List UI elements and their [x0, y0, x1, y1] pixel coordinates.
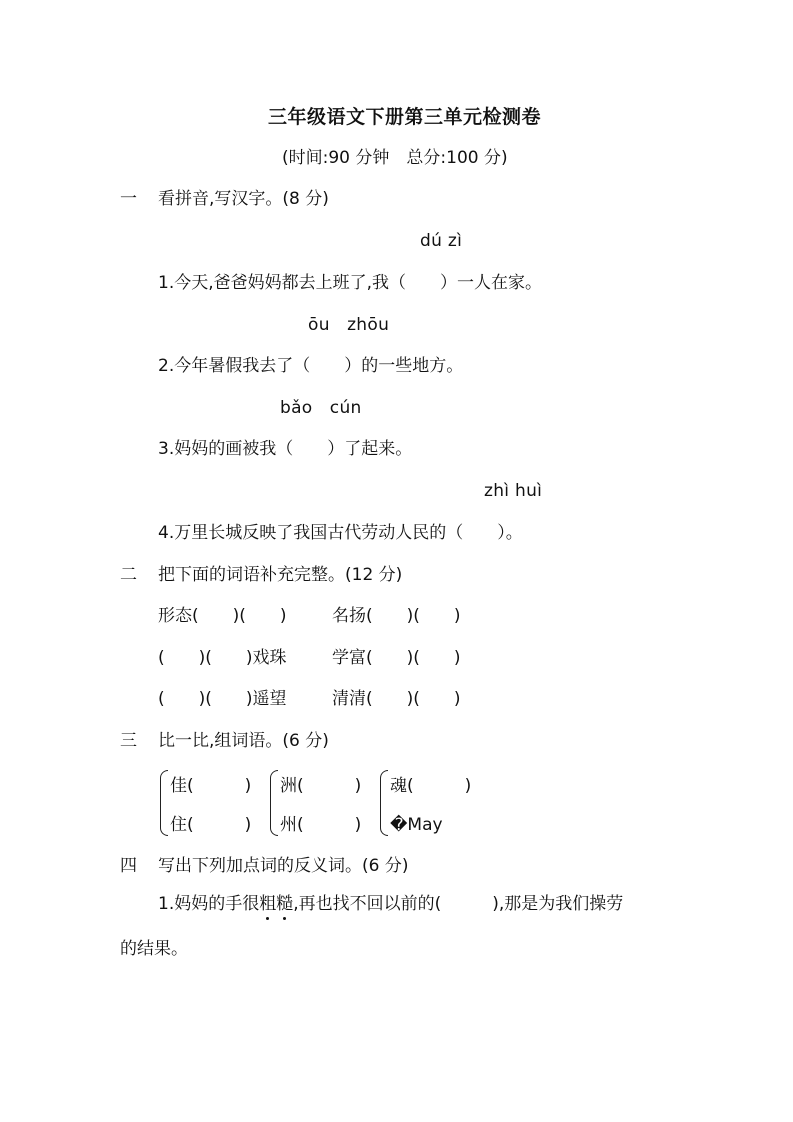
question-4-1-part-b: ,再也找不回以前的( ),那是为我们操劳 [293, 894, 624, 914]
section1-heading: 看拼音,写汉字。(8 分) [158, 189, 329, 209]
emphasis-dot-2 [283, 917, 286, 920]
emphasis-dot-1 [266, 917, 269, 920]
section4-heading: 写出下列加点词的反义词。(6 分) [158, 856, 409, 876]
compare-2a: 洲( ) [280, 776, 362, 796]
pinyin-2: ōu zhōu [308, 315, 390, 335]
section2-number: 二 [120, 565, 137, 585]
question-4-1-part-a: 1.妈妈的手很 [158, 894, 260, 914]
page-title: 三年级语文下册第三单元检测卷 [268, 106, 542, 128]
section1-number: 一 [120, 189, 137, 209]
compare-3b: �May [390, 815, 443, 835]
section4-number: 四 [120, 856, 137, 876]
brace-2 [270, 770, 278, 836]
compare-1b: 住( ) [170, 815, 252, 835]
pinyin-4: zhì huì [484, 481, 543, 501]
question-1: 1.今天,爸爸妈妈都去上班了,我（ ）一人在家。 [158, 273, 543, 293]
question-3: 3.妈妈的画被我（ ）了起来。 [158, 439, 413, 459]
question-4-1-line2: 的结果。 [120, 939, 188, 959]
brace-1 [160, 770, 168, 836]
page-subtitle: (时间:90 分钟 总分:100 分) [282, 148, 508, 168]
question-4-1-line1 [158, 896, 623, 913]
idiom-1b: 名扬( )( ) [332, 606, 461, 626]
pinyin-3: bǎo cún [280, 398, 362, 418]
question-2: 2.今年暑假我去了（ ）的一些地方。 [158, 356, 464, 376]
section3-heading: 比一比,组词语。(6 分) [158, 731, 329, 751]
idiom-3a: ( )( )遥望 [158, 689, 287, 709]
dotted-word-text: 粗糙 [259, 894, 294, 914]
idiom-3b: 清清( )( ) [332, 689, 461, 709]
idiom-1a: 形态( )( ) [158, 606, 287, 626]
compare-1a: 佳( ) [170, 776, 252, 796]
compare-2b: 州( ) [280, 815, 362, 835]
idiom-2b: 学富( )( ) [332, 648, 461, 668]
idiom-2a: ( )( )戏珠 [158, 648, 287, 668]
question-4: 4.万里长城反映了我国古代劳动人民的（ ）。 [158, 523, 523, 543]
pinyin-1: dú zì [420, 231, 463, 251]
dotted-word [259, 894, 293, 914]
section2-heading: 把下面的词语补充完整。(12 分) [158, 565, 403, 585]
section3-number: 三 [120, 731, 137, 751]
brace-3 [380, 770, 388, 836]
compare-3a: 魂( ) [390, 776, 472, 796]
